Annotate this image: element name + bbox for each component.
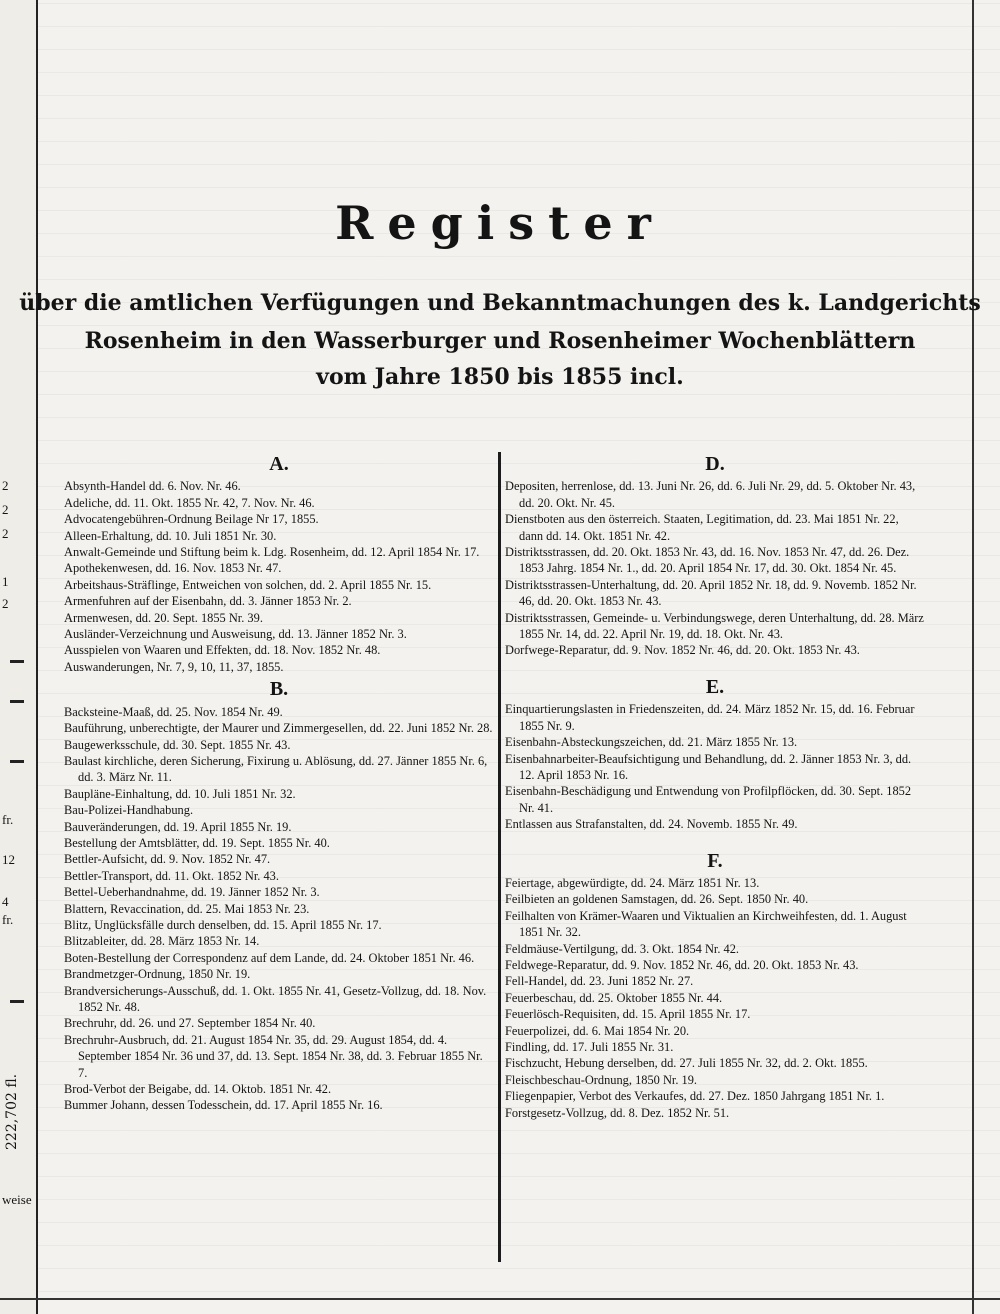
register-entry: Armenwesen, dd. 20. Sept. 1855 Nr. 39. — [64, 610, 263, 625]
subtitle-line-3: vom Jahre 1850 bis 1855 incl. — [316, 364, 684, 390]
margin-tick — [10, 660, 24, 663]
register-entry: Feilhalten von Krämer-Waaren und Viktualien an Kirchweihfesten, dd. 1. August 1851 Nr. 32. — [505, 908, 907, 940]
section-letter-e: E. — [705, 675, 725, 698]
register-entry: Feldmäuse-Vertilgung, dd. 3. Okt. 1854 Nr. 42. — [505, 941, 740, 956]
margin-fragment: 4 — [2, 894, 9, 909]
register-entry: Depositen, herrenlose, dd. 13. Juni Nr. 26, dd. 6. Juli Nr. 29, dd. 5. Oktober Nr. 43, dd. 20. Okt. Nr. 45. — [505, 479, 916, 510]
register-entry: Blitz, Unglücksfälle durch denselben, dd. 15. April 1855 Nr. 17. — [64, 917, 382, 932]
left-column — [64, 450, 494, 1114]
register-entry: Brandversicherungs-Ausschuß, dd. 1. Okt. 1855 Nr. 41, Gesetz-Vollzug, dd. 18. Nov. 1852 Nr. 48. — [64, 983, 487, 1014]
register-entry: Brandmetzger-Ordnung, 1850 Nr. 19. — [64, 967, 251, 982]
register-entry: Brechruhr-Ausbruch, dd. 21. August 1854 Nr. 35, dd. 29. August 1854, dd. 4. September 1854 Nr. 36 und 37, dd. 13. Sept. 1854 Nr. 38, dd. 3. Februar 1855 Nr. 7. — [64, 1032, 483, 1080]
register-entry: Brechruhr, dd. 26. und 27. September 1854 Nr. 40. — [64, 1016, 316, 1031]
section-letter-d: D. — [705, 453, 725, 475]
register-entry: Distriktsstrassen, Gemeinde- u. Verbindungswege, deren Unterhaltung, dd. 28. März 1855 Nr. 14, dd. 22. April Nr. 19, dd. 18. Okt. Nr. 43. — [505, 610, 924, 642]
register-entry: Bettler-Aufsicht, dd. 9. Nov. 1852 Nr. 47. — [64, 852, 271, 867]
register-entry: Feuerbeschau, dd. 25. Oktober 1855 Nr. 44. — [505, 990, 723, 1005]
register-entry: Adeliche, dd. 11. Okt. 1855 Nr. 42, 7. Nov. Nr. 46. — [64, 495, 315, 510]
register-entry: Bau-Polizei-Handhabung. — [64, 803, 194, 818]
register-entry: Alleen-Erhaltung, dd. 10. Juli 1851 Nr. 30. — [64, 528, 277, 543]
margin-fragment: 2 — [2, 478, 9, 493]
register-entry: Backsteine-Maaß, dd. 25. Nov. 1854 Nr. 49. — [64, 704, 283, 719]
register-entry: Apothekenwesen, dd. 16. Nov. 1853 Nr. 47. — [64, 561, 282, 576]
margin-fragment: 2 — [2, 596, 9, 611]
register-entry: Ausspielen von Waaren und Effekten, dd. 18. Nov. 1852 Nr. 48. — [64, 643, 381, 658]
register-entry: Bauveränderungen, dd. 19. April 1855 Nr. 19. — [64, 819, 292, 834]
margin-tick — [10, 760, 24, 763]
register-entry: Entlassen aus Strafanstalten, dd. 24. Novemb. 1855 Nr. 49. — [505, 817, 798, 832]
register-entry: Feilbieten an goldenen Samstagen, dd. 26. Sept. 1850 Nr. 40. — [505, 892, 809, 907]
section-letter-b: B. — [269, 678, 289, 701]
margin-fragment: 12 — [2, 852, 15, 867]
subtitle-line-1: über die amtlichen Verfügungen und Bekanntmachungen des k. Landgerichts — [19, 290, 981, 316]
register-entry: Boten-Bestellung der Correspondenz auf dem Lande, dd. 24. Oktober 1851 Nr. 46. — [64, 950, 475, 965]
section-letter-f: F. — [707, 849, 723, 872]
register-entry: Eisenbahn-Beschädigung und Entwendung von Profilpflöcken, dd. 30. Sept. 1852 Nr. 41. — [505, 784, 912, 815]
register-entry: Feuerlösch-Requisiten, dd. 15. April 1855 Nr. 17. — [505, 1007, 751, 1022]
register-entry: Baugewerksschule, dd. 30. Sept. 1855 Nr. 43. — [64, 737, 291, 752]
register-entry: Bummer Johann, dessen Todesschein, dd. 17. April 1855 Nr. 16. — [64, 1098, 383, 1113]
register-entry: Baulast kirchliche, deren Sicherung, Fixirung u. Ablösung, dd. 27. Jänner 1855 Nr. 6, dd. 3. März Nr. 11. — [64, 753, 488, 785]
bottom-page-edge — [0, 1298, 1000, 1300]
register-entry: Brod-Verbot der Beigabe, dd. 14. Oktob. 1851 Nr. 42. — [64, 1082, 332, 1097]
register-entry: Feldwege-Reparatur, dd. 9. Nov. 1852 Nr. 46, dd. 20. Okt. 1853 Nr. 43. — [505, 957, 859, 972]
register-entry: Dorfwege-Reparatur, dd. 9. Nov. 1852 Nr. 46, dd. 20. Okt. 1853 Nr. 43. — [505, 643, 860, 658]
register-title: Register — [335, 196, 665, 250]
margin-tick — [10, 700, 24, 703]
register-entry: Auswanderungen, Nr. 7, 9, 10, 11, 37, 1855. — [64, 659, 284, 674]
column-divider — [498, 452, 501, 1262]
register-entry: Bettel-Ueberhandnahme, dd. 19. Jänner 1852 Nr. 3. — [64, 885, 320, 900]
register-entry: Baupläne-Einhaltung, dd. 10. Juli 1851 Nr. 32. — [64, 786, 296, 801]
register-entry: Blitzableiter, dd. 28. März 1853 Nr. 14. — [64, 934, 260, 949]
register-entry: Feuerpolizei, dd. 6. Mai 1854 Nr. 20. — [505, 1023, 690, 1038]
register-entry: Fliegenpapier, Verbot des Verkaufes, dd. 27. Dez. 1850 Jahrgang 1851 Nr. 1. — [505, 1089, 885, 1104]
register-entry: Bettler-Transport, dd. 11. Okt. 1852 Nr. 43. — [64, 868, 279, 883]
margin-fragment: 2 — [2, 526, 9, 541]
register-entry: Fell-Handel, dd. 23. Juni 1852 Nr. 27. — [505, 974, 694, 989]
register-entry: Bestellung der Amtsblätter, dd. 19. Sept. 1855 Nr. 40. — [64, 835, 330, 850]
register-entry: Bauführung, unberechtigte, der Maurer und Zimmergesellen, dd. 22. Juni 1852 Nr. 28. — [64, 721, 493, 736]
register-entry: Fischzucht, Hebung derselben, dd. 27. Juli 1855 Nr. 32, dd. 2. Okt. 1855. — [505, 1056, 868, 1071]
register-entry: Einquartierungslasten in Friedenszeiten, dd. 24. März 1852 Nr. 15, dd. 16. Februar 1855 Nr. 9. — [505, 702, 915, 733]
margin-fragment: 1 — [2, 574, 9, 589]
section-letter-a: A. — [269, 453, 289, 475]
register-entry: Advocatengebühren-Ordnung Beilage Nr 17, 1855. — [64, 512, 319, 527]
margin-fragment: fr. — [2, 912, 14, 927]
margin-rotated-amount: 222,702 fl. — [4, 1073, 20, 1150]
register-entry: Arbeitshaus-Sträflinge, Entweichen von solchen, dd. 2. April 1855 Nr. 15. — [64, 577, 432, 592]
register-entry: Eisenbahn-Absteckungszeichen, dd. 21. März 1855 Nr. 13. — [505, 735, 798, 750]
register-entry: Distriktsstrassen-Unterhaltung, dd. 20. April 1852 Nr. 18, dd. 9. Novemb. 1852 Nr. 46, dd. 20. Okt. 1853 Nr. 43. — [505, 577, 917, 609]
register-entry: Fleischbeschau-Ordnung, 1850 Nr. 19. — [505, 1072, 698, 1087]
margin-fragment: weise — [2, 1192, 32, 1207]
register-entry: Dienstboten aus den österreich. Staaten, Legitimation, dd. 23. Mai 1851 Nr. 22, dann dd. 14. Okt. 1851 Nr. 42. — [505, 512, 899, 543]
register-entry: Forstgesetz-Vollzug, dd. 8. Dez. 1852 Nr. 51. — [505, 1105, 730, 1120]
register-entry: Distriktsstrassen, dd. 20. Okt. 1853 Nr. 43, dd. 16. Nov. 1853 Nr. 47, dd. 26. Dez. 1853 Jahrg. 1854 Nr. 1., dd. 20. April 1854 Nr. 17, dd. 30. Okt. 1854 Nr. 45. — [505, 545, 910, 576]
register-entry: Findling, dd. 17. Juli 1855 Nr. 31. — [505, 1040, 674, 1054]
subtitle-line-2: Rosenheim in den Wasserburger und Rosenheimer Wochenblättern — [84, 328, 916, 354]
register-entry: Anwalt-Gemeinde und Stiftung beim k. Ldg. Rosenheim, dd. 12. April 1854 Nr. 17. — [64, 545, 480, 560]
margin-fragment: 2 — [2, 502, 9, 517]
register-entry: Ausländer-Verzeichnung und Ausweisung, dd. 13. Jänner 1852 Nr. 3. — [64, 627, 407, 642]
register-entry: Eisenbahnarbeiter-Beaufsichtigung und Behandlung, dd. 2. Jänner 1853 Nr. 3, dd. 12. April 1853 Nr. 16. — [505, 751, 912, 782]
margin-fragment: fr. — [2, 812, 14, 827]
register-entry: Armenfuhren auf der Eisenbahn, dd. 3. Jänner 1853 Nr. 2. — [64, 594, 352, 609]
right-column — [505, 450, 925, 1121]
register-entry: Blattern, Revaccination, dd. 25. Mai 1853 Nr. 23. — [64, 901, 310, 916]
margin-tick — [10, 1000, 24, 1003]
register-entry: Absynth-Handel dd. 6. Nov. Nr. 46. — [64, 479, 241, 494]
register-entry: Feiertage, abgewürdigte, dd. 24. März 1851 Nr. 13. — [505, 875, 760, 890]
